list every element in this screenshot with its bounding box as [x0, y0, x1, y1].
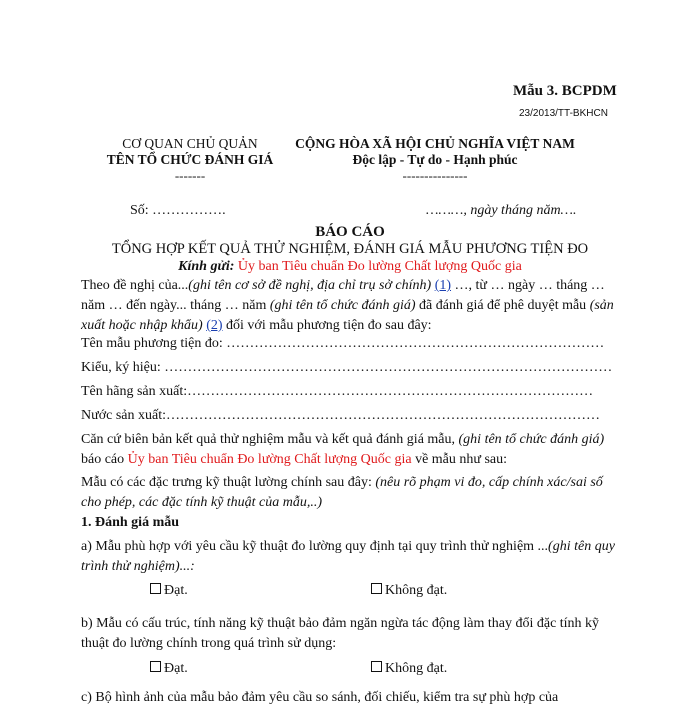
field-country: Nước sản xuất:………………………………………………………………………………… [81, 408, 600, 423]
basis-org-hint: (ghi tên tổ chức đánh giá) [458, 432, 605, 447]
basis-text-1: Căn cứ biên bản kết quả thử nghiệm mẫu và kết quả đánh giá mẫu, [81, 432, 459, 447]
fail-label: Không đạt. [385, 661, 448, 676]
checkbox-icon[interactable] [371, 661, 382, 672]
checkbox-icon[interactable] [371, 583, 382, 594]
left-header-rule: ------- [174, 168, 206, 183]
document-number: Số: ……………. [130, 203, 226, 218]
field-instrument-name: Tên mẫu phương tiện đo: ……………………………………………………………………… [81, 336, 605, 351]
footnote-link-2[interactable]: (2) [206, 318, 223, 333]
national-motto: Độc lập - Tự do - Hạnh phúc [352, 152, 518, 167]
right-header-rule: --------------- [402, 168, 468, 183]
criterion-a-fail-option[interactable] [371, 583, 447, 599]
agency-name: CƠ QUAN CHỦ QUẢN [122, 136, 258, 151]
recipient-line [0, 259, 700, 275]
basis-text-3: về mẫu như sau: [411, 452, 508, 467]
specs-paragraph [81, 473, 621, 513]
criterion-b-pass-option[interactable] [150, 661, 188, 677]
document-date: ………, ngày tháng năm…. [426, 203, 577, 218]
field-manufacturer: Tên hãng sản xuất:…………………………………………………………………………… [81, 384, 594, 399]
org-name: TÊN TỔ CHỨC ĐÁNH GIÁ [106, 152, 274, 167]
criterion-a [81, 537, 621, 577]
country-name: CỘNG HÒA XÃ HỘI CHỦ NGHĨA VIỆT NAM [295, 136, 575, 151]
report-title: BÁO CÁO [315, 224, 385, 240]
intro-text-2: …, từ … ngày … tháng … năm … đến ngày... tháng … năm [81, 278, 605, 313]
intro-origin-hint: (sản xuất hoặc nhập khẩu) [81, 298, 614, 333]
field-model: Kiểu, ký hiệu: …………………………………………………………………………………… [81, 360, 613, 375]
checkbox-icon[interactable] [150, 583, 161, 594]
intro-text-1: Theo đề nghị của... [81, 278, 189, 293]
specs-hint: (nêu rõ phạm vi đo, cấp chính xác/sai số cho phép, các đặc tính kỹ thuật của mẫu,..) [81, 475, 603, 510]
basis-paragraph [81, 430, 621, 470]
pass-label: Đạt. [164, 661, 188, 676]
intro-paragraph [81, 276, 621, 336]
basis-text-2: báo cáo [81, 452, 128, 467]
criterion-c-text: c) Bộ hình ảnh của mẫu bảo đảm yêu cầu so sánh, đối chiếu, kiểm tra sự phù hợp của [81, 690, 559, 705]
criterion-a-pass-option[interactable] [150, 583, 188, 599]
criterion-b [81, 614, 621, 654]
fail-label: Không đạt. [385, 583, 448, 598]
form-code: Mẫu 3. BCPDM [513, 83, 617, 99]
circular-number: 23/2013/TT-BKHCN [519, 108, 608, 119]
report-subtitle: TỔNG HỢP KẾT QUẢ THỬ NGHIỆM, ĐÁNH GIÁ MẪU PHƯƠNG TIỆN ĐO [111, 241, 589, 257]
pass-label: Đạt. [164, 583, 188, 598]
criterion-a-text: a) Mẫu phù hợp với yêu cầu kỹ thuật đo lường quy định tại quy trình thử nghiệm ... [81, 539, 549, 554]
intro-org-hint: (ghi tên tổ chức đánh giá) [269, 298, 416, 313]
basis-committee: Ủy ban Tiêu chuẩn Đo lường Chất lượng Quốc gia [127, 452, 412, 467]
specs-text: Mẫu có các đặc trưng kỹ thuật lường chính sau đây: [81, 475, 376, 490]
intro-text-3: đã đánh giá để phê duyệt mẫu [415, 298, 590, 313]
recipient-value: Ủy ban Tiêu chuẩn Đo lường Chất lượng Quốc gia [237, 259, 522, 274]
footnote-link-1[interactable]: (1) [434, 278, 452, 293]
recipient-label: Kính gửi: [178, 259, 235, 274]
intro-text-4: đối với mẫu phương tiện đo sau đây: [222, 318, 432, 333]
checkbox-icon[interactable] [150, 661, 161, 672]
section-1-heading: 1. Đánh giá mẫu [81, 515, 180, 530]
criterion-b-fail-option[interactable] [371, 661, 447, 677]
criterion-b-text: b) Mẫu có cấu trúc, tính năng kỹ thuật bảo đảm ngăn ngừa tác động làm thay đổi đặc tính kỹ thuật đo lường chính trong quá trình sử dụng: [81, 616, 600, 651]
criterion-a-hint: (ghi tên quy trình thử nghiệm)...: [81, 539, 615, 574]
intro-applicant-hint: (ghi tên cơ sở đề nghị, địa chỉ trụ sở chính) [188, 278, 432, 293]
